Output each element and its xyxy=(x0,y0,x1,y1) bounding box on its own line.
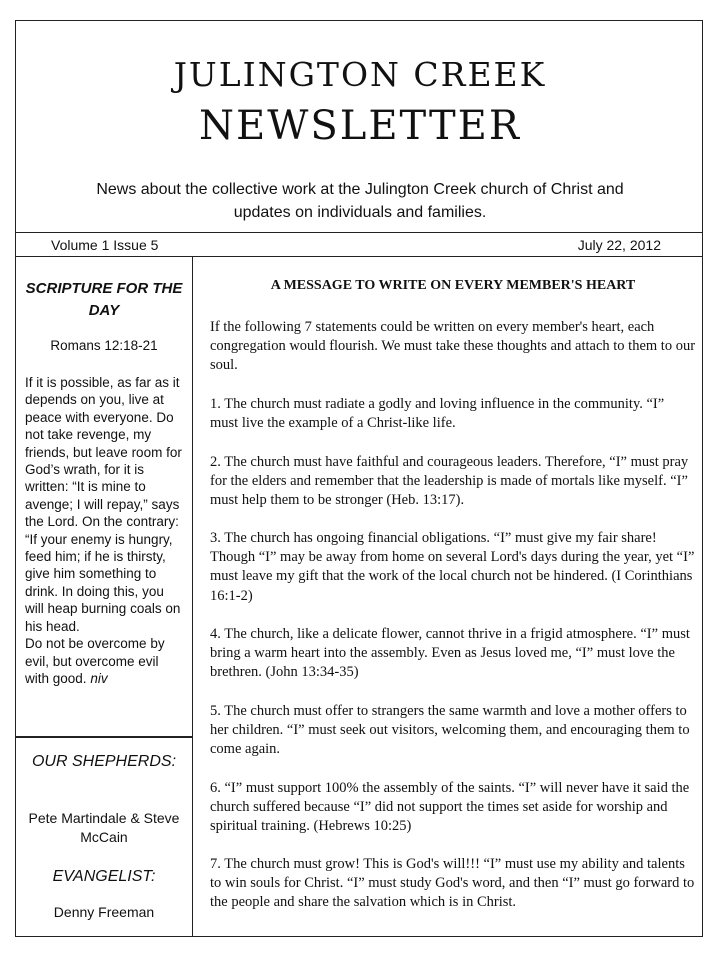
newsletter-subtitle: News about the collective work at the Julington Creek church of Christ and updates on individuals and families. xyxy=(96,181,624,221)
scripture-version: niv xyxy=(90,670,108,686)
article-intro: If the following 7 statements could be written on every member's heart, each congregation would flourish. We must take these thoughts and attach to them to our soul. xyxy=(210,319,696,374)
newsletter-title-line2: NEWSLETTER xyxy=(199,103,521,149)
scripture-reference: Romans 12:18-21 xyxy=(50,338,158,353)
article-point-7: 7. The church must grow! This is God's will!!! “I” must use my ability and talents to win souls for Christ. “I” must study God's word, and then “I” must go forward to the people and share the salvation which is in Christ. xyxy=(210,856,695,911)
sidebar-divider xyxy=(15,736,192,738)
shepherds-heading: OUR SHEPHERDS: xyxy=(31,753,177,770)
article-point-1: 1. The church must radiate a godly and loving influence in the community. “I” must live the example of a Christ-like life. xyxy=(210,396,665,432)
evangelist-heading: EVANGELIST: xyxy=(52,868,156,885)
issue-bar xyxy=(15,233,703,257)
article-point-4: 4. The church, like a delicate flower, cannot thrive in a frigid atmosphere. “I” must bring a warm heart into the assembly. Even as Jesus loved me, “I” must love the brethren. (John 13:34-35) xyxy=(210,626,690,681)
evangelist-name: Denny Freeman xyxy=(53,904,155,920)
article-point-3: 3. The church has ongoing financial obligations. “I” must give my fair share! Though “I” may be away from home on several Lord's days during the year, yet “I” must leave my gift that the work of the local church not be hindered. (I Corinthians 16:1-2) xyxy=(210,530,695,604)
volume-issue: Volume 1 Issue 5 xyxy=(51,237,159,253)
shepherds-names: Pete Martindale & Steve McCain xyxy=(28,810,180,845)
column-divider xyxy=(192,257,193,937)
scripture-heading: SCRIPTURE FOR THE DAY xyxy=(25,280,183,319)
newsletter-title-line1: JULINGTON CREEK xyxy=(173,55,547,94)
article-point-5: 5. The church must offer to strangers the same warmth and love a mother offers to her children. “I” must seek out visitors, welcoming them, and encouraging them to come again. xyxy=(210,703,690,758)
scripture-body: If it is possible, as far as it depends on you, live at peace with everyone. Do not take revenge, my friends, but leave room for God’s wrath, for it is written: “It is mine to avenge; I will repay,” says the Lord. On the contrary: “If your enemy is hungry, feed him; if he is thirsty, give him something to drink. In doing this, you will heap burning coals on his head. Do not be overcome by evil, but overcome evil with good. xyxy=(25,375,182,686)
issue-date: July 22, 2012 xyxy=(577,237,661,253)
scripture-text xyxy=(25,374,185,687)
article-point-2: 2. The church must have faithful and courageous leaders. Therefore, “I” must pray for the elders and remember that the leadership is made of mortals like myself. “I” must help them to be stronger (Heb. 13:17). xyxy=(210,454,689,509)
article-point-6: 6. “I” must support 100% the assembly of the saints. “I” will never have it said the church suffered because “I” did not support the times set aside for worship and spiritual training. (Hebrews 10:25) xyxy=(210,780,690,835)
article-heading: A MESSAGE TO WRITE ON EVERY MEMBER'S HEART xyxy=(270,278,636,293)
